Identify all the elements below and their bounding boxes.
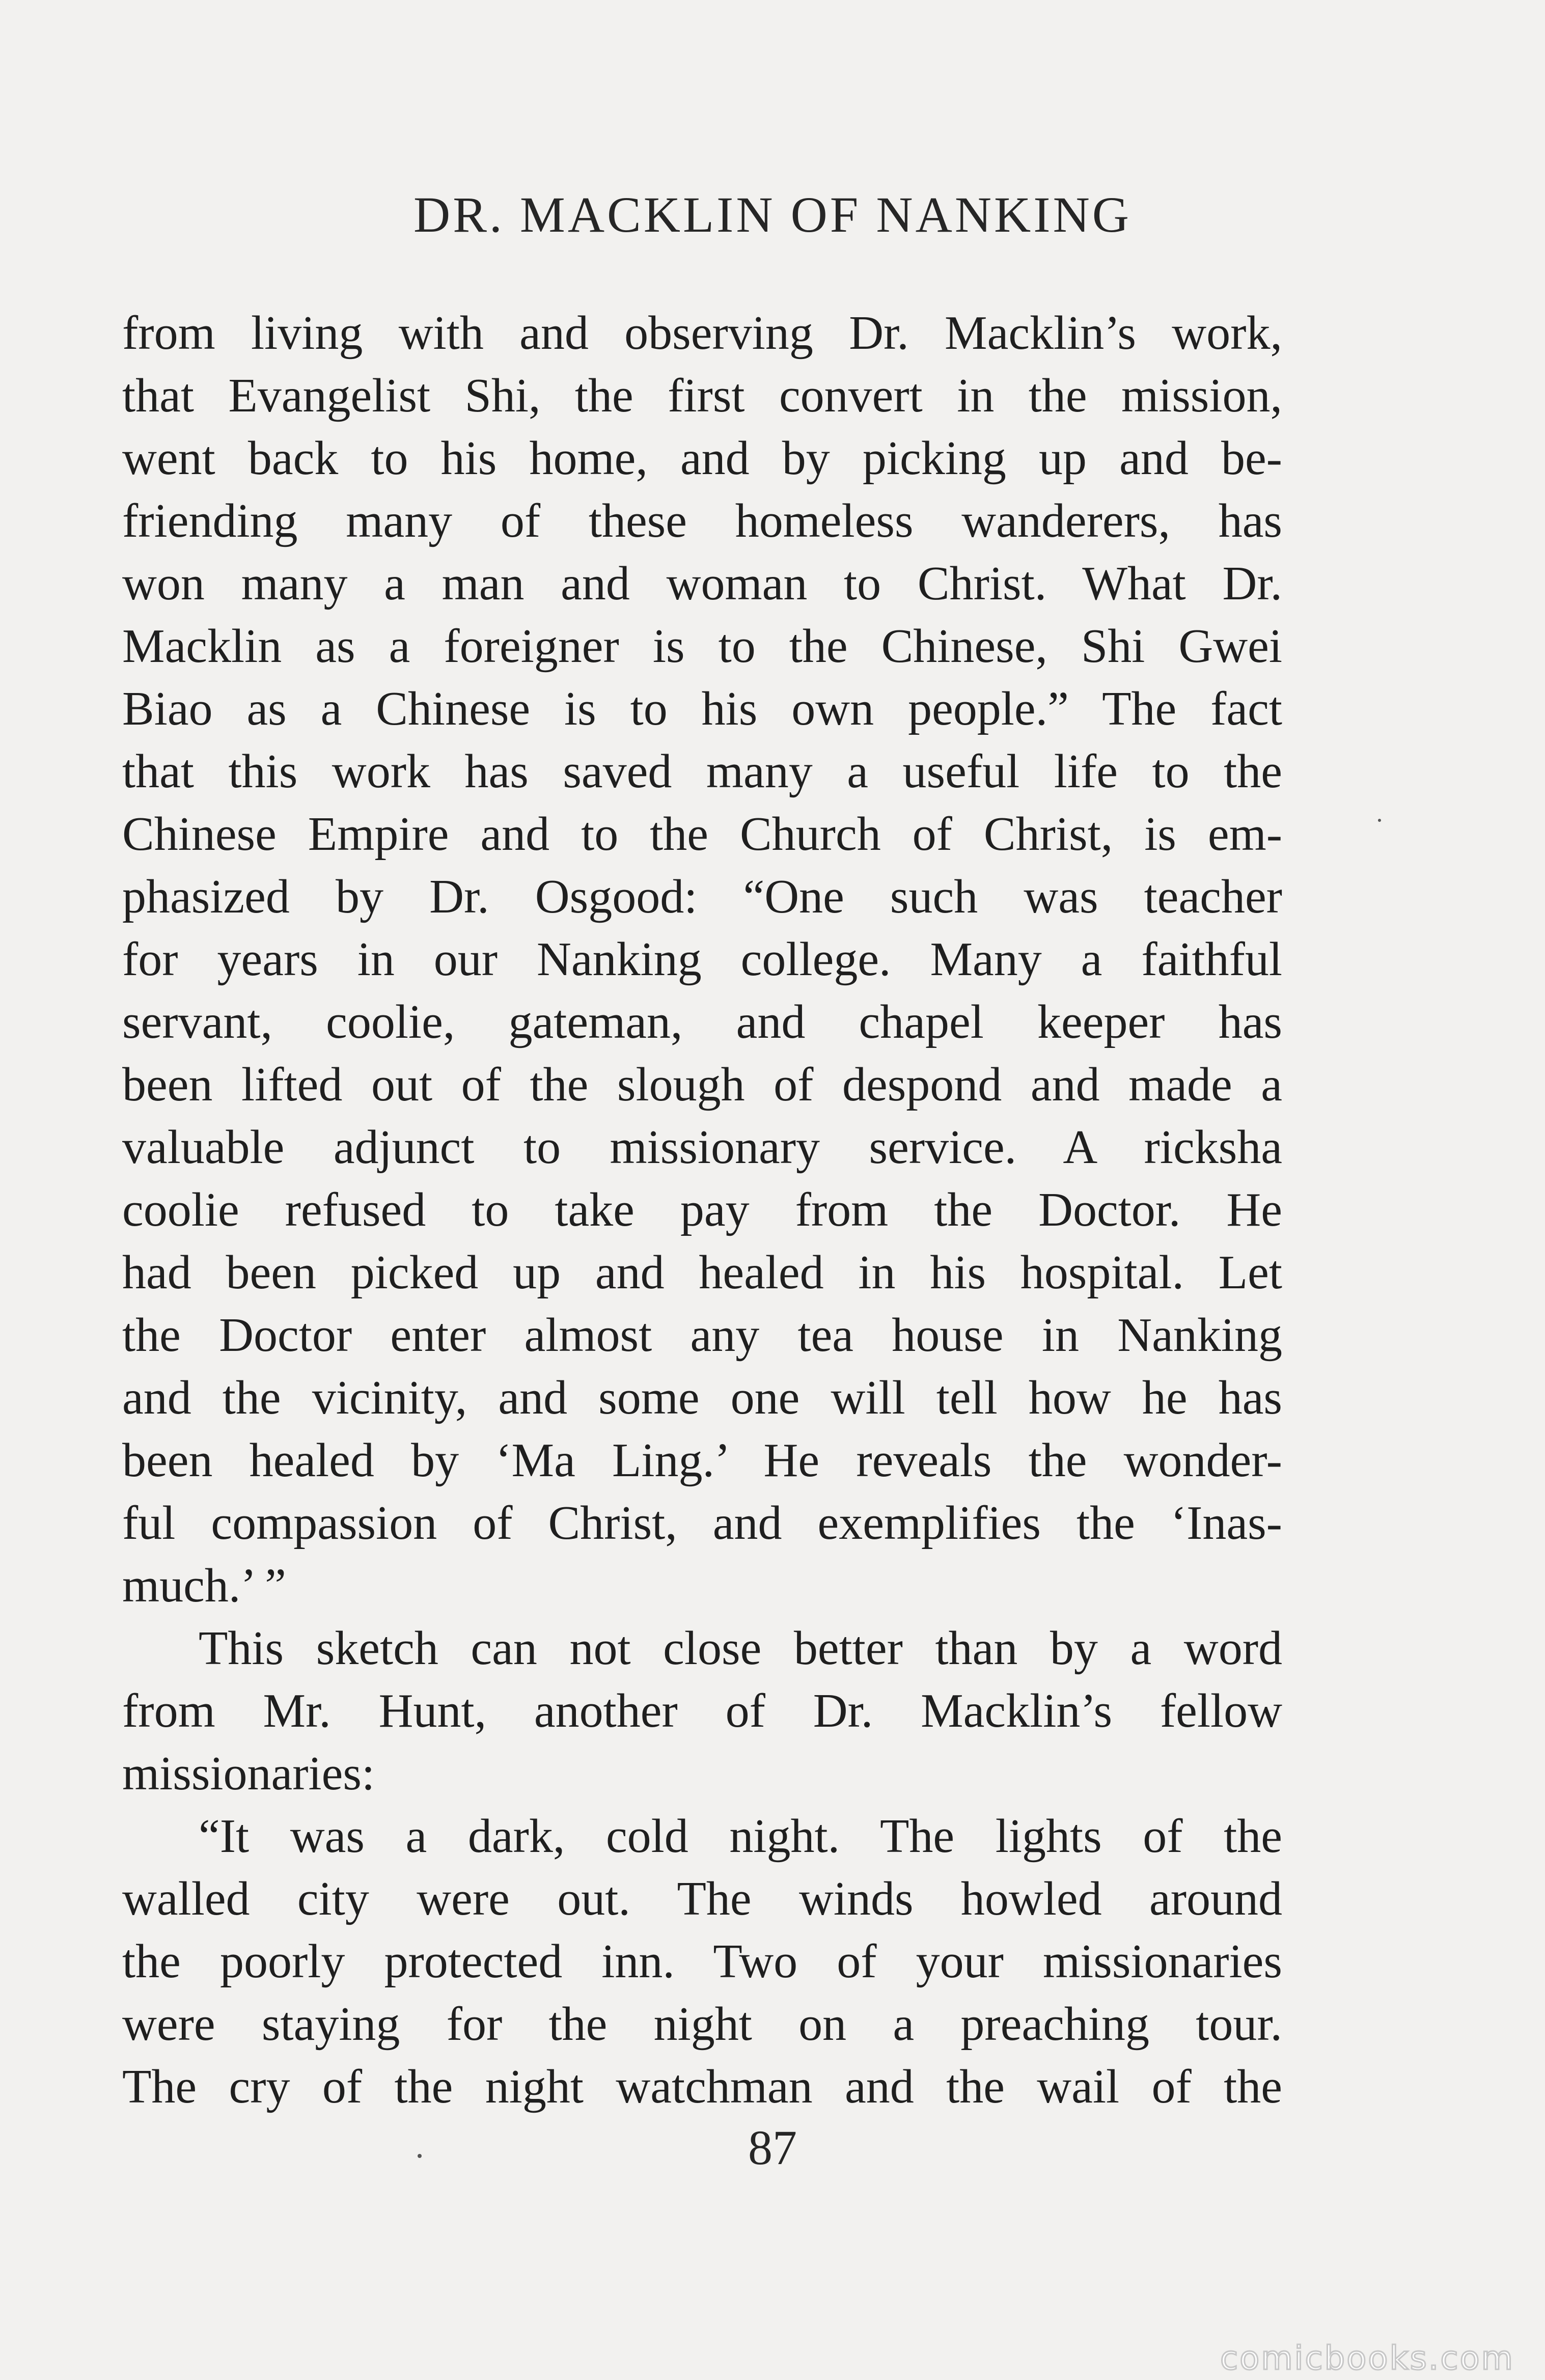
text-line: friending many of these homeless wanderers, has [122, 494, 1282, 547]
text-line: went back to his home, and by picking up and be- [122, 432, 1282, 485]
text-line: Biao as a Chinese is to his own people.” The fact [122, 682, 1282, 735]
text-line: missionaries: [122, 1747, 375, 1800]
print-speck [418, 2154, 422, 2158]
paragraph [122, 1617, 1282, 1805]
text-line: the poorly protected inn. Two of your missionaries [122, 1935, 1282, 1988]
page-number: 87 [748, 2120, 797, 2175]
text-line: been lifted out of the slough of despond and made a [122, 1058, 1282, 1111]
text-line: had been picked up and healed in his hospital. Let [122, 1246, 1282, 1299]
text-line: much.’ ” [122, 1559, 286, 1612]
text-line: been healed by ‘Ma Ling.’ He reveals the wonder- [122, 1434, 1282, 1487]
text-line: “It was a dark, cold night. The lights of the [199, 1810, 1282, 1863]
text-line: valuable adjunct to missionary service. A ricksha [122, 1121, 1282, 1174]
text-line: The cry of the night watchman and the wail of the [122, 2060, 1282, 2113]
text-line: coolie refused to take pay from the Doctor. He [122, 1183, 1282, 1236]
text-line: from Mr. Hunt, another of Dr. Macklin’s fellow [122, 1684, 1282, 1737]
text-line: ful compassion of Christ, and exemplifies the ‘Inas- [122, 1497, 1282, 1549]
text-line: This sketch can not close better than by a word [199, 1622, 1282, 1675]
text-line: Chinese Empire and to the Church of Christ, is em- [122, 808, 1282, 861]
print-speck [1378, 819, 1381, 822]
text-line: phasized by Dr. Osgood: “One such was teacher [122, 870, 1282, 923]
text-line: that Evangelist Shi, the first convert in the mission, [122, 369, 1282, 422]
text-line: Macklin as a foreigner is to the Chinese, Shi Gwei [122, 620, 1282, 673]
paragraph [122, 302, 1282, 1617]
text-line: won many a man and woman to Christ. What Dr. [122, 557, 1282, 610]
paragraph [122, 1805, 1282, 2118]
text-line: and the vicinity, and some one will tell how he has [122, 1371, 1282, 1424]
text-line: were staying for the night on a preaching tour. [122, 1998, 1282, 2051]
text-line: servant, coolie, gateman, and chapel keeper has [122, 995, 1282, 1048]
text-line: the Doctor enter almost any tea house in Nanking [122, 1309, 1282, 1362]
body-text [122, 302, 1282, 2118]
watermark: comicbooks.com [1220, 2340, 1514, 2377]
text-line: walled city were out. The winds howled around [122, 1872, 1282, 1925]
running-head: DR. MACKLIN OF NANKING [413, 186, 1132, 243]
text-line: from living with and observing Dr. Macklin’s work, [122, 307, 1282, 359]
text-line: that this work has saved many a useful life to the [122, 745, 1282, 798]
text-line: for years in our Nanking college. Many a faithful [122, 933, 1282, 986]
